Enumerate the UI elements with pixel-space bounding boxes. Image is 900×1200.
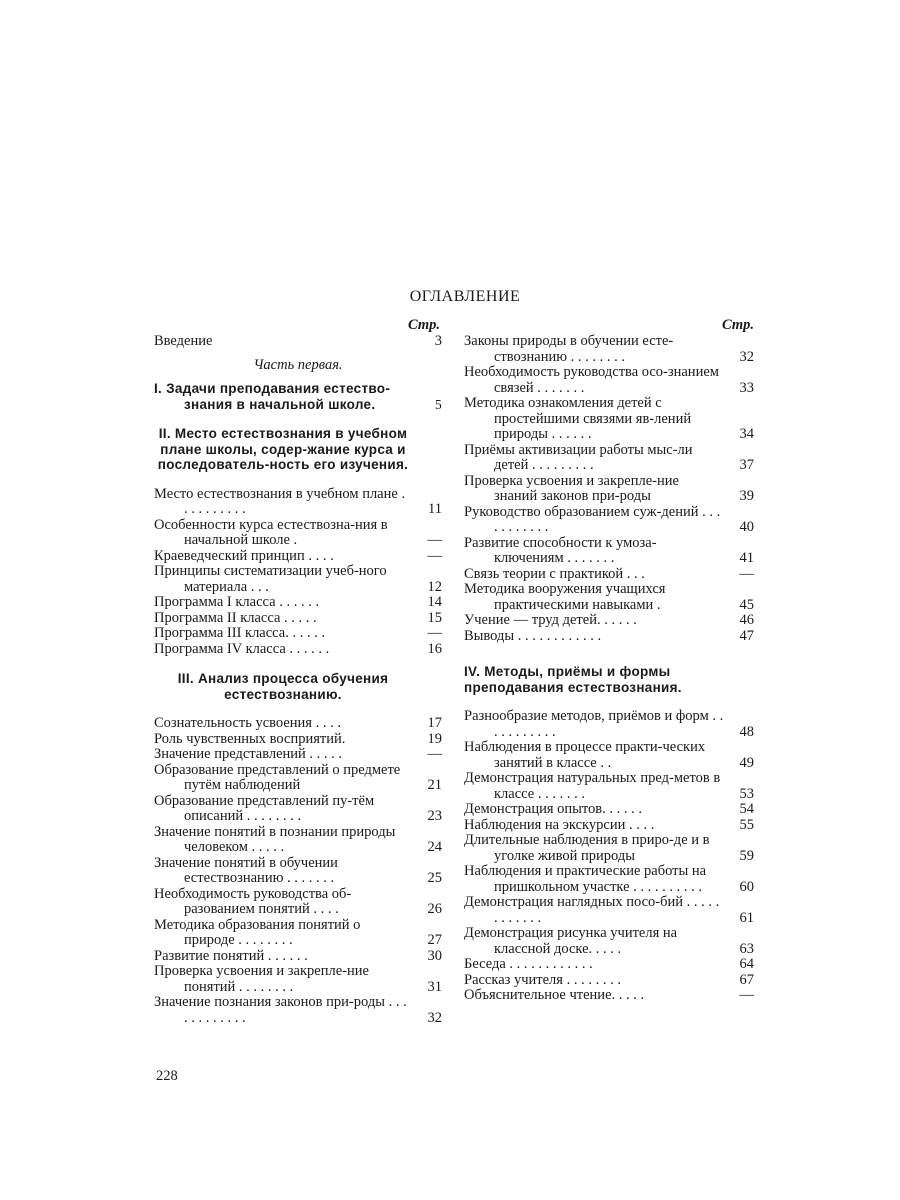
entry-text: Наблюдения на экскурсии . . . . — [464, 816, 655, 833]
toc-entry[interactable] — [464, 895, 754, 926]
entry-text: Место естествознания в учебном плане . . . . . . . . . . — [154, 485, 406, 517]
entry-text: Программа I класса . . . . . . — [154, 594, 320, 610]
toc-title: ОГЛАВЛЕНИЕ — [409, 288, 521, 305]
entry-text: Проверка усвоения и закрепле-ние знаний законов при-роды — [464, 472, 679, 504]
entry-page: 45 — [739, 596, 754, 613]
toc-entry[interactable] — [464, 740, 754, 771]
entry-text: Длительные наблюдения в приро-де и в уголке живой природы — [464, 832, 710, 864]
entry-page: 53 — [739, 785, 754, 802]
toc-entry[interactable] — [154, 918, 442, 949]
entry-page: 41 — [739, 550, 754, 566]
entry-page: 17 — [427, 715, 442, 731]
entry-text: Проверка усвоения и закрепле-ние понятий . . . . . . . . — [154, 963, 369, 995]
entry-text: Развитие способности к умоза-ключениям . . . . . . . — [464, 534, 657, 566]
toc-chapter-4[interactable]: IV. Методы, приёмы и формы преподавания естествознания. — [464, 664, 682, 695]
entry-page: 55 — [739, 816, 754, 833]
toc-entry[interactable] — [154, 763, 442, 794]
entry-text: Роль чувственных восприятий. — [154, 730, 346, 747]
entry-text: Выводы . . . . . . . . . . . . — [464, 627, 602, 644]
chapter-4-entries — [464, 709, 754, 1004]
toc-entry[interactable] — [464, 802, 754, 818]
toc-entry[interactable] — [464, 818, 754, 834]
entry-text: Введение — [154, 333, 213, 349]
chapter-3-entries-continued — [464, 334, 754, 644]
entry-text: Методика ознакомления детей с простейшими связями яв-лений природы . . . . . . — [464, 395, 692, 442]
entry-page: — — [739, 565, 754, 582]
page-column-label: Стр. — [407, 317, 440, 333]
entry-text: Демонстрация опытов. . . . . . — [464, 801, 643, 817]
entry-text: Необходимость руководства осо-знанием связей . . . . . . . — [464, 364, 719, 396]
toc-entry[interactable] — [464, 443, 754, 474]
entry-text: Методика образования понятий о природе . . . . . . . . — [154, 916, 361, 948]
entry-page: 54 — [739, 801, 754, 817]
toc-entry[interactable] — [154, 732, 442, 748]
entry-page: 32 — [739, 348, 754, 365]
entry-text: Принципы систематизации учеб-ного материала . . . — [154, 563, 387, 595]
toc-entry[interactable] — [154, 964, 442, 995]
chapter-3-entries — [154, 716, 442, 1026]
entry-page: 23 — [427, 808, 442, 824]
entry-page: — — [427, 625, 442, 641]
toc-entry[interactable] — [154, 716, 442, 732]
toc-entry[interactable] — [154, 642, 442, 658]
entry-page: 40 — [739, 519, 754, 535]
toc-entry[interactable] — [464, 474, 754, 505]
toc-entry[interactable] — [154, 518, 442, 549]
entry-page: 67 — [739, 971, 754, 988]
toc-entry[interactable] — [154, 626, 442, 642]
entry-page: 49 — [739, 754, 754, 771]
entry-page: 48 — [739, 723, 754, 740]
toc-chapter-1[interactable] — [154, 381, 442, 412]
entry-text: Образование представлений о предмете путём наблюдений — [154, 761, 401, 793]
entry-page: — — [739, 987, 754, 1003]
toc-entry[interactable] — [154, 747, 442, 763]
entry-text: Программа III класса. . . . . . — [154, 625, 326, 641]
entry-page: 32 — [427, 1009, 442, 1026]
entry-page: 33 — [739, 379, 754, 396]
toc-entry[interactable] — [464, 771, 754, 802]
page-column-label: Стр. — [721, 317, 754, 333]
entry-page: 24 — [427, 839, 442, 855]
toc-chapter-2[interactable]: II. Место естествознания в учебном плане школы, содер-жание курса и последователь-ность его изучения. — [157, 426, 409, 472]
toc-entry[interactable] — [464, 988, 754, 1004]
entry-text: Развитие понятий . . . . . . — [154, 947, 308, 964]
toc-entry[interactable] — [154, 564, 442, 595]
toc-entry[interactable] — [464, 973, 754, 989]
toc-entry-introduction[interactable] — [154, 334, 442, 350]
entry-text: Программа II класса . . . . . — [154, 609, 317, 626]
toc-entry[interactable] — [464, 334, 754, 365]
entry-page: 25 — [427, 870, 442, 886]
toc-entry[interactable] — [154, 595, 442, 611]
toc-entry[interactable] — [154, 949, 442, 965]
toc-entry[interactable] — [154, 856, 442, 887]
toc-entry[interactable] — [464, 567, 754, 583]
entry-page: 14 — [427, 594, 442, 610]
entry-text: Демонстрация наглядных посо-бий . . . . . . . . . . . . — [464, 894, 720, 926]
entry-text: Рассказ учителя . . . . . . . . — [464, 971, 621, 988]
entry-text: Значение представлений . . . . . — [154, 746, 343, 762]
entry-page: 34 — [739, 426, 754, 442]
entry-page: 11 — [428, 501, 442, 517]
entry-text: Методика вооружения учащихся практическими навыками . — [464, 581, 666, 613]
entry-text: Особенности курса естествозна-ния в начальной школе . — [154, 516, 388, 548]
chapter-text: I. Задачи преподавания естество-знания в начальной школе. — [154, 381, 391, 412]
toc-entry[interactable] — [464, 536, 754, 567]
chapter-2-entries — [154, 487, 442, 658]
toc-entry[interactable] — [464, 613, 754, 629]
entry-page: 27 — [427, 932, 442, 948]
entry-page: 60 — [739, 878, 754, 895]
entry-text: Наблюдения и практические работы на пришкольном участке . . . . . . . . . . — [464, 863, 707, 895]
toc-entry[interactable] — [464, 957, 754, 973]
entry-page: 64 — [739, 956, 754, 972]
toc-right-column — [464, 318, 754, 1004]
entry-text: Наблюдения в процессе практи-ческих занятий в классе . . — [464, 739, 706, 771]
entry-page: — — [427, 547, 442, 564]
toc-entry[interactable] — [464, 709, 754, 740]
entry-page: 15 — [427, 609, 442, 626]
entry-page: 59 — [739, 847, 754, 864]
entry-text: Значение понятий в обучении естествознанию . . . . . . . — [154, 854, 338, 886]
toc-entry[interactable] — [154, 794, 442, 825]
toc-entry[interactable] — [154, 611, 442, 627]
entry-text: Объяснительное чтение. . . . . — [464, 987, 645, 1003]
entry-page: 12 — [427, 578, 442, 595]
entry-page: 47 — [739, 627, 754, 644]
part-heading: Часть первая. — [253, 356, 343, 373]
entry-page: 61 — [739, 909, 754, 926]
entry-text: Связь теории с практикой . . . — [464, 565, 645, 582]
toc-entry[interactable] — [464, 833, 754, 864]
entry-text: Значение понятий в познании природы человеком . . . . . — [154, 823, 396, 855]
toc-entry[interactable] — [154, 825, 442, 856]
entry-text: Необходимость руководства об-разованием понятий . . . . — [154, 885, 352, 917]
entry-page: 37 — [739, 457, 754, 473]
entry-text: Беседа . . . . . . . . . . . . — [464, 956, 593, 972]
toc-entry[interactable] — [464, 864, 754, 895]
toc-entry[interactable] — [464, 926, 754, 957]
entry-page: — — [427, 746, 442, 762]
toc-entry[interactable] — [154, 995, 442, 1026]
toc-entry[interactable] — [464, 582, 754, 613]
entry-text: Разнообразие методов, приёмов и форм . . . . . . . . . . . — [464, 708, 724, 740]
toc-entry[interactable] — [464, 629, 754, 645]
toc-chapter-3[interactable]: III. Анализ процесса обучения естествознанию. — [177, 671, 389, 702]
toc-entry[interactable] — [464, 505, 754, 536]
entry-page: 3 — [434, 333, 442, 349]
toc-entry[interactable] — [154, 549, 442, 565]
toc-entry[interactable] — [464, 365, 754, 396]
toc-entry[interactable] — [154, 487, 442, 518]
entry-page: 19 — [427, 730, 442, 747]
entry-text: Приёмы активизации работы мыс-ли детей . . . . . . . . . — [464, 441, 693, 473]
entry-page: 26 — [427, 901, 442, 917]
chapter-page: 5 — [434, 396, 442, 412]
entry-page: 30 — [427, 947, 442, 964]
page-number: 228 — [156, 1068, 178, 1084]
entry-page: 46 — [739, 612, 754, 628]
entry-page: 16 — [427, 640, 442, 657]
entry-page: — — [427, 532, 442, 548]
entry-text: Демонстрация рисунка учителя на классной доске. . . . . — [464, 925, 678, 957]
toc-left-column — [154, 318, 442, 1026]
entry-page: 63 — [739, 940, 754, 957]
entry-text: Учение — труд детей. . . . . . — [464, 612, 637, 628]
entry-text: Законы природы в обучении есте-ствознанию . . . . . . . . — [464, 333, 674, 365]
entry-text: Образование представлений пу-тём описаний . . . . . . . . — [154, 792, 375, 824]
entry-text: Значение познания законов при-роды . . . . . . . . . . . . — [154, 994, 407, 1026]
entry-text: Программа IV класса . . . . . . — [154, 640, 330, 657]
entry-text: Руководство образованием суж-дений . . . . . . . . . . . — [464, 503, 721, 535]
entry-text: Демонстрация натуральных пред-метов в классе . . . . . . . — [464, 770, 721, 802]
toc-entry[interactable] — [464, 396, 754, 443]
entry-page: 21 — [427, 777, 442, 793]
entry-text: Краеведческий принцип . . . . — [154, 547, 334, 564]
entry-text: Сознательность усвоения . . . . — [154, 715, 341, 731]
toc-entry[interactable] — [154, 887, 442, 918]
entry-page: 31 — [427, 978, 442, 995]
entry-page: 39 — [739, 488, 754, 504]
